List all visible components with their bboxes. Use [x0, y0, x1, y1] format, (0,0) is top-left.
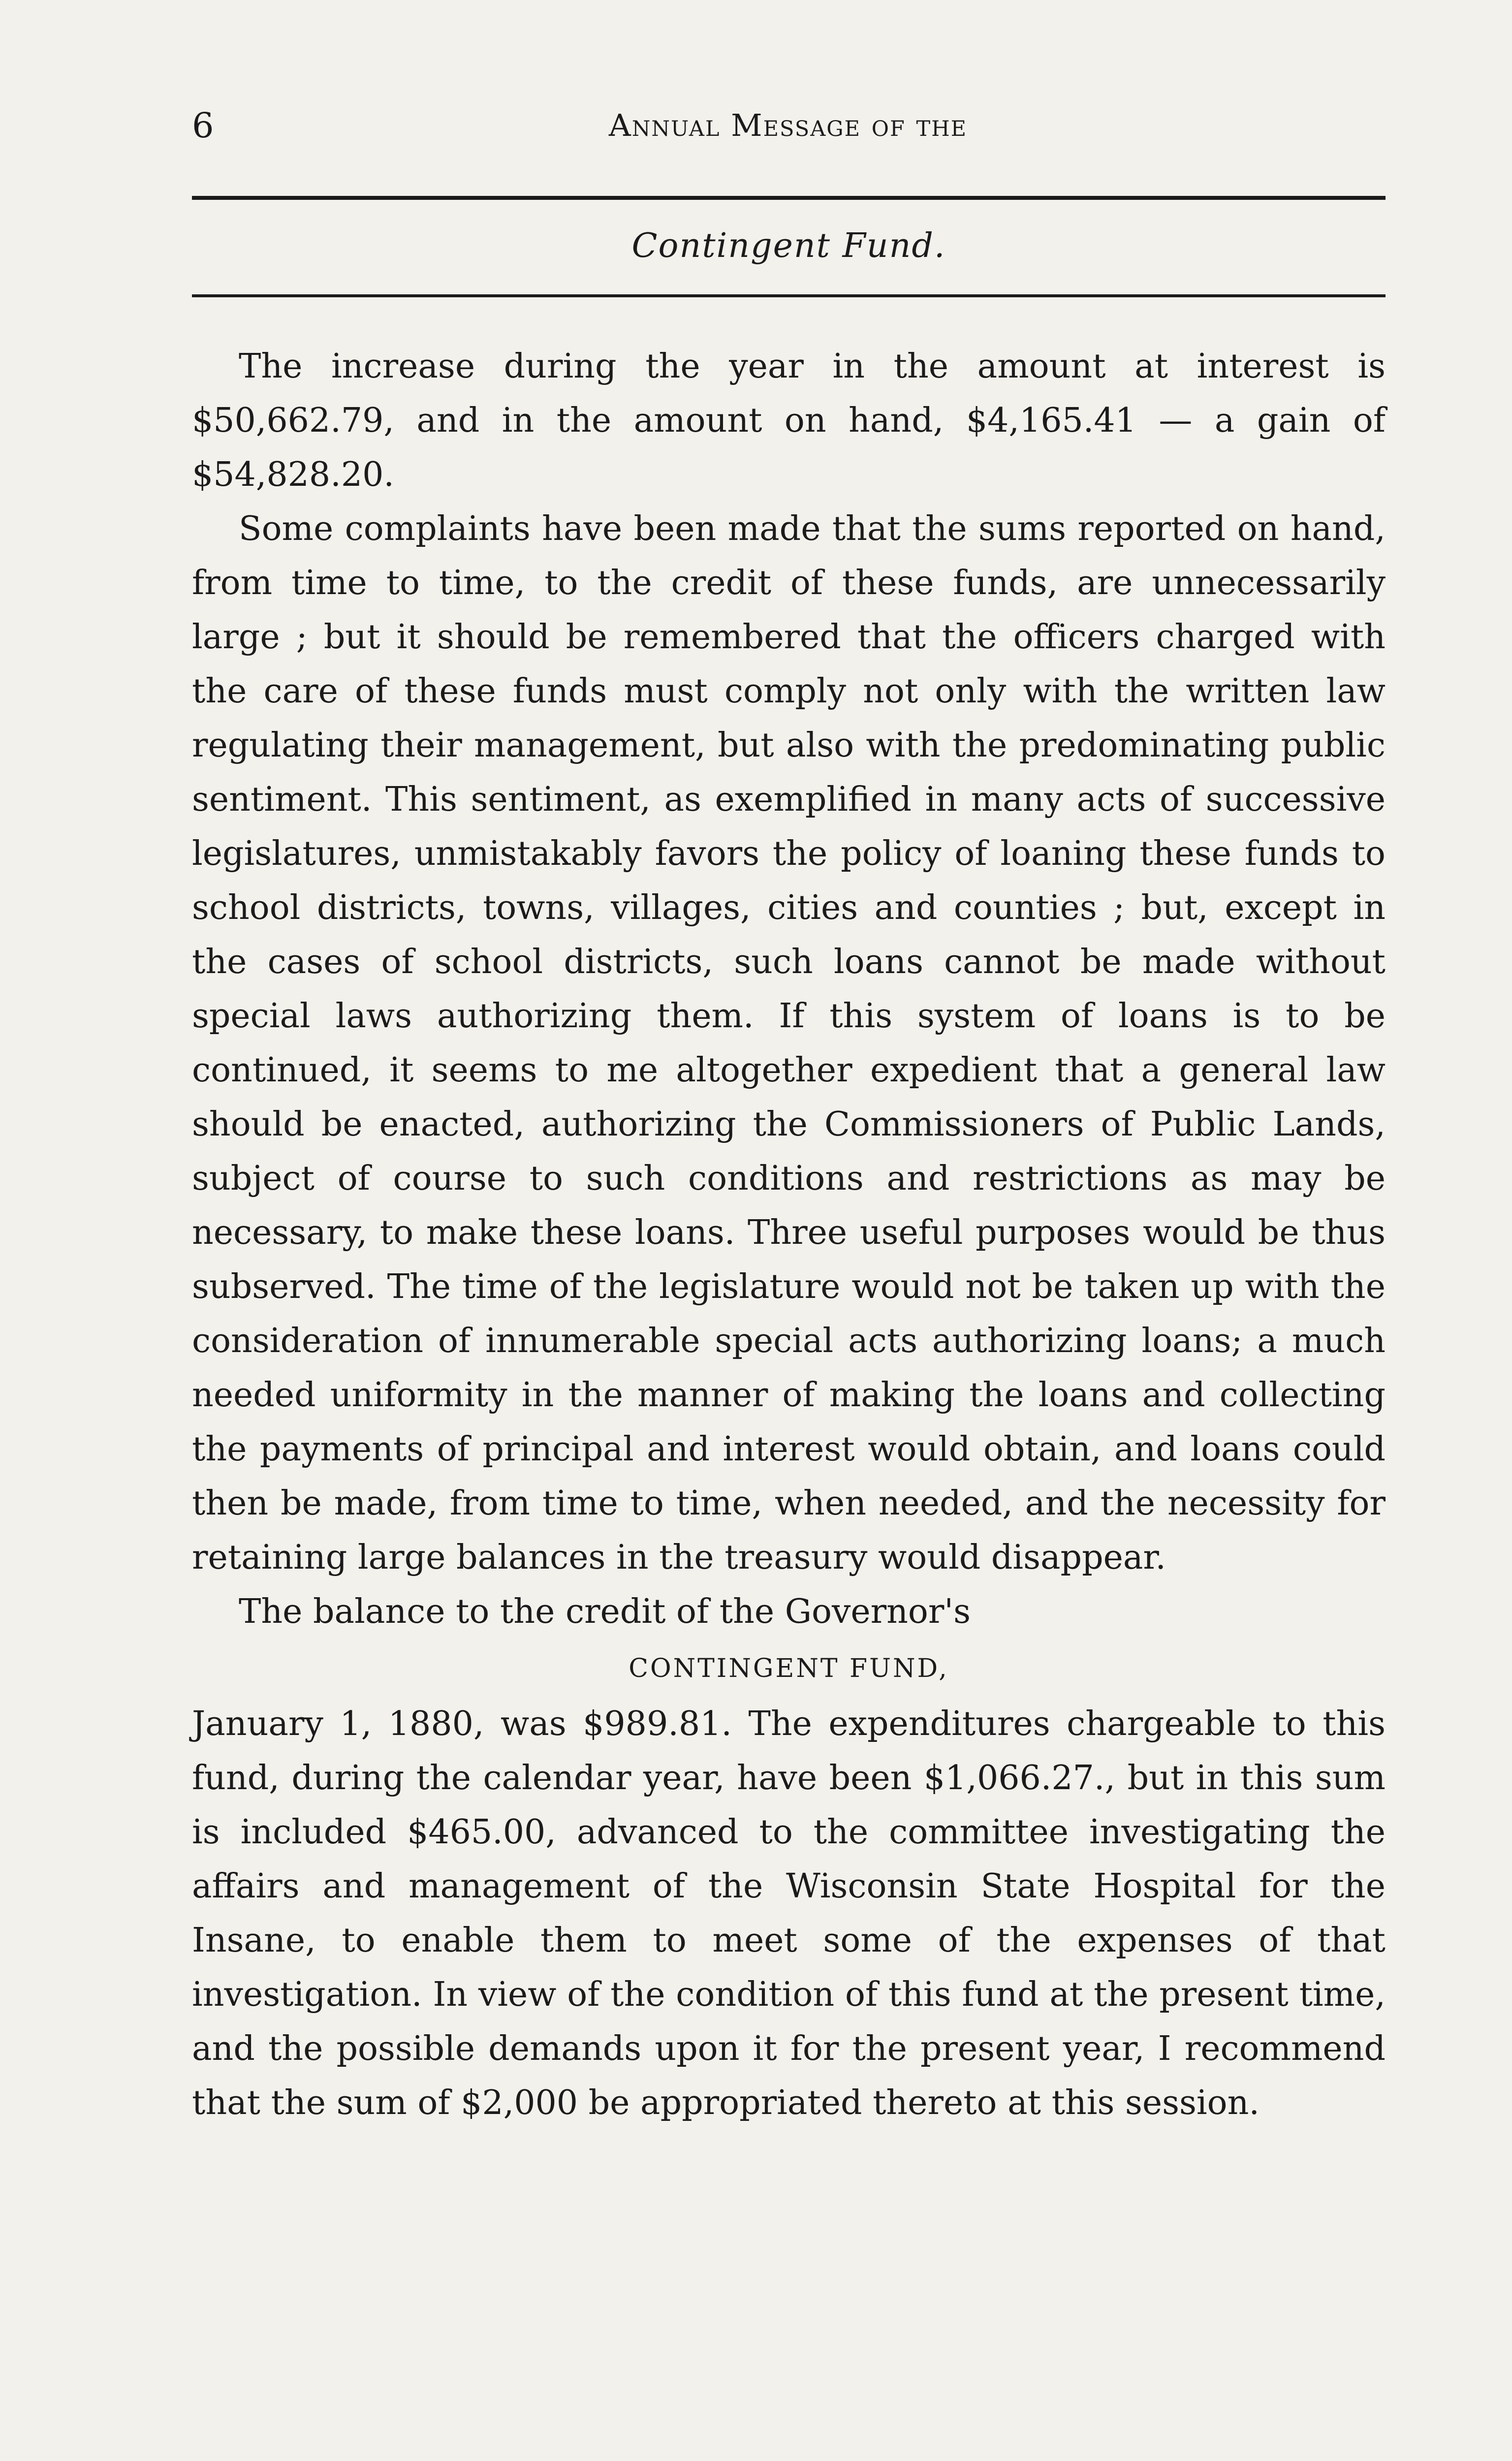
paragraph-1: The increase during the year in the amount at interest is $50,662.79, and in the amount on hand, $4,165.41 — a gain of $54,828.20.: [192, 347, 1386, 494]
running-head: [192, 103, 1384, 148]
running-title: Annual Message of the: [608, 107, 968, 143]
paragraph-3: The balance to the credit of the Governor's: [239, 1592, 971, 1631]
top-rule: [192, 196, 1386, 200]
paragraph-2: Some complaints have been made that the sums reported on hand, from time to time, to the credit of these funds, are unnecessarily large ; but it should be remembered that the officers charged with the care of these funds must comply not only with the written law regulating their management, but also with the predominating public sentiment. This sentiment, as exemplified in many acts of successive legislatures, unmistakably favors the policy of loaning these funds to school districts, towns, villages, cities and counties ; but, except in the cases of school districts, such loans cannot be made without special laws authorizing them. If this system of loans is to be continued, it seems to me altogether expedient that a general law should be enacted, authorizing the Commissioners of Public Lands, subject of course to such conditions and restrictions as may be necessary, to make these loans. Three useful purposes would be thus subserved. The time of the legislature would not be taken up with the consideration of innumerable special acts authorizing loans; a much needed uniformity in the manner of making the loans and collecting the payments of principal and interest would obtain, and loans could then be made, from time to time, when needed, and the necessity for retaining large balances in the treasury would disappear.: [192, 509, 1386, 1577]
body-text: [192, 340, 1386, 2130]
paragraph-4: January 1, 1880, was $989.81. The expenditures chargeable to this fund, during the calendar year, have been $1,066.27., but in this sum is included $465.00, advanced to the committee investigating the affairs and management of the Wisconsin State Hospital for the Insane, to enable them to meet some of the expenses of that investigation. In view of the condition of this fund at the present time, and the possible demands upon it for the present year, I recommend that the sum of $2,000 be appropriated thereto at this session.: [192, 1704, 1386, 2122]
section-title: Contingent Fund.: [631, 226, 946, 265]
contingent-fund-subheading: CONTINGENT FUND,: [629, 1654, 949, 1683]
page-number: 6: [192, 105, 214, 146]
bottom-rule: [192, 294, 1386, 297]
